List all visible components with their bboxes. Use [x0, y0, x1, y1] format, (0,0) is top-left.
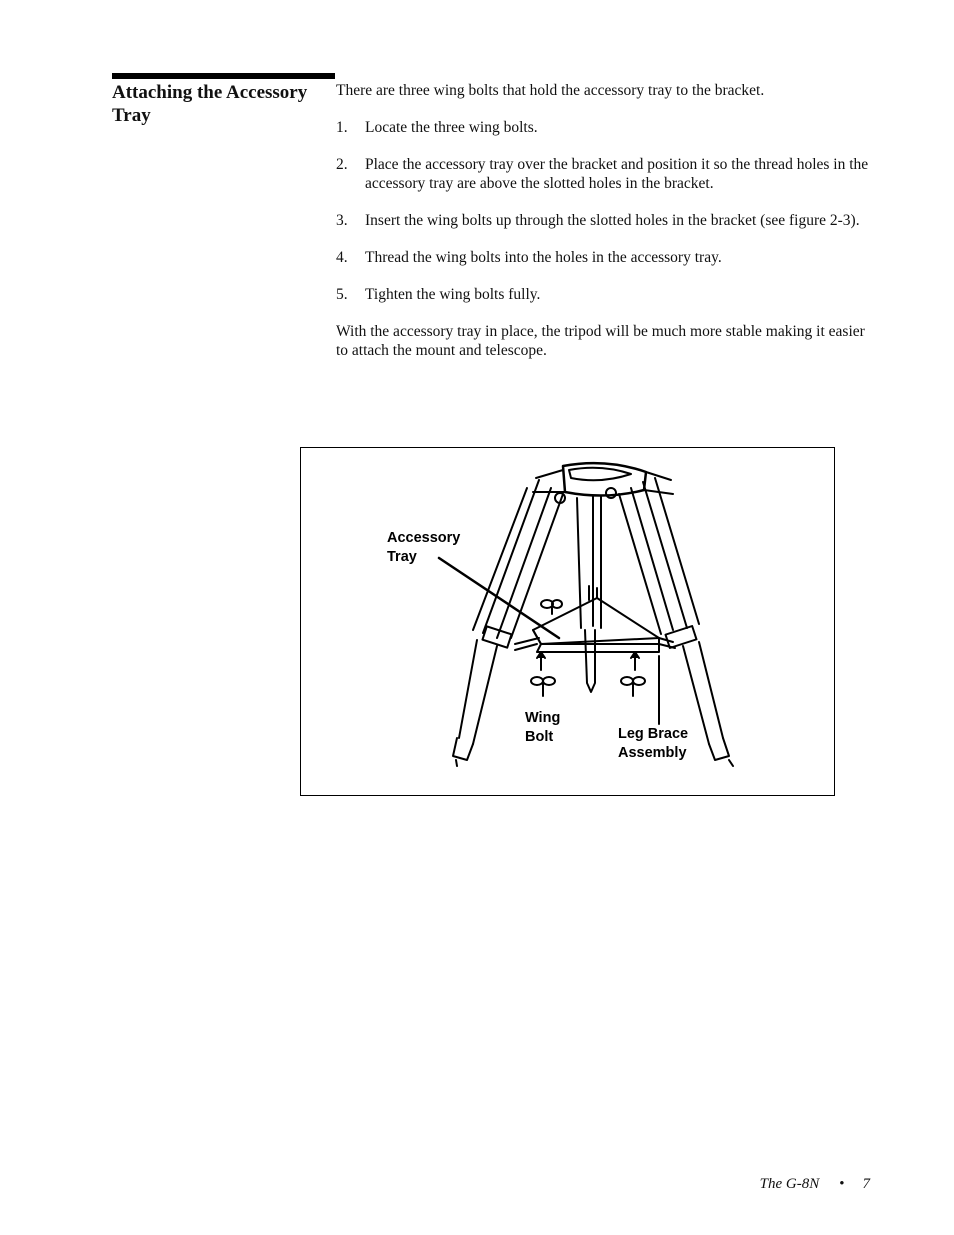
wing-bolt-icon	[621, 677, 645, 696]
steps-list	[336, 118, 876, 304]
wing-bolt-icon	[531, 677, 555, 696]
step-item	[336, 248, 876, 267]
step-text: Place the accessory tray over the bracket and position it so the thread holes in the accessory tray are above the slotted holes in the bracket.	[365, 156, 869, 192]
step-item	[336, 155, 876, 193]
step-text: Insert the wing bolts up through the slotted holes in the bracket (see figure 2-3).	[365, 212, 860, 229]
body-text	[336, 81, 876, 378]
section-rule	[112, 73, 335, 79]
page-number: 7	[862, 1176, 870, 1192]
step-number: 3.	[336, 212, 348, 229]
step-text: Locate the three wing bolts.	[365, 119, 538, 136]
leg-brace-label: Leg Brace Assembly	[618, 726, 689, 761]
tripod-illustration	[301, 448, 836, 797]
step-number: 1.	[336, 119, 348, 136]
step-item	[336, 118, 876, 137]
step-item	[336, 211, 876, 230]
step-text: Thread the wing bolts into the holes in the accessory tray.	[365, 249, 722, 266]
step-item	[336, 285, 876, 304]
arrow-icon	[537, 652, 545, 670]
step-number: 5.	[336, 286, 348, 303]
arrow-icon	[631, 652, 639, 670]
page-footer	[760, 1176, 870, 1193]
footer-title: The G-8N	[759, 1176, 820, 1192]
section-heading: Attaching the Accessory Tray	[112, 82, 308, 126]
wing-bolt-icon	[541, 600, 562, 614]
right-leg	[619, 478, 733, 766]
step-number: 4.	[336, 249, 348, 266]
footer-bullet: •	[839, 1176, 845, 1192]
step-text: Tighten the wing bolts fully.	[365, 286, 541, 303]
tripod-figure	[300, 447, 835, 796]
accessory-tray-label: Accessory Tray	[387, 530, 461, 565]
leader-line	[439, 558, 559, 638]
intro-paragraph: There are three wing bolts that hold the accessory tray to the bracket.	[336, 82, 765, 99]
wing-bolt-label: Wing Bolt	[525, 710, 561, 745]
closing-paragraph: With the accessory tray in place, the tripod will be much more stable making it easier to attach the mount and telescope.	[336, 323, 865, 359]
step-number: 2.	[336, 156, 348, 173]
